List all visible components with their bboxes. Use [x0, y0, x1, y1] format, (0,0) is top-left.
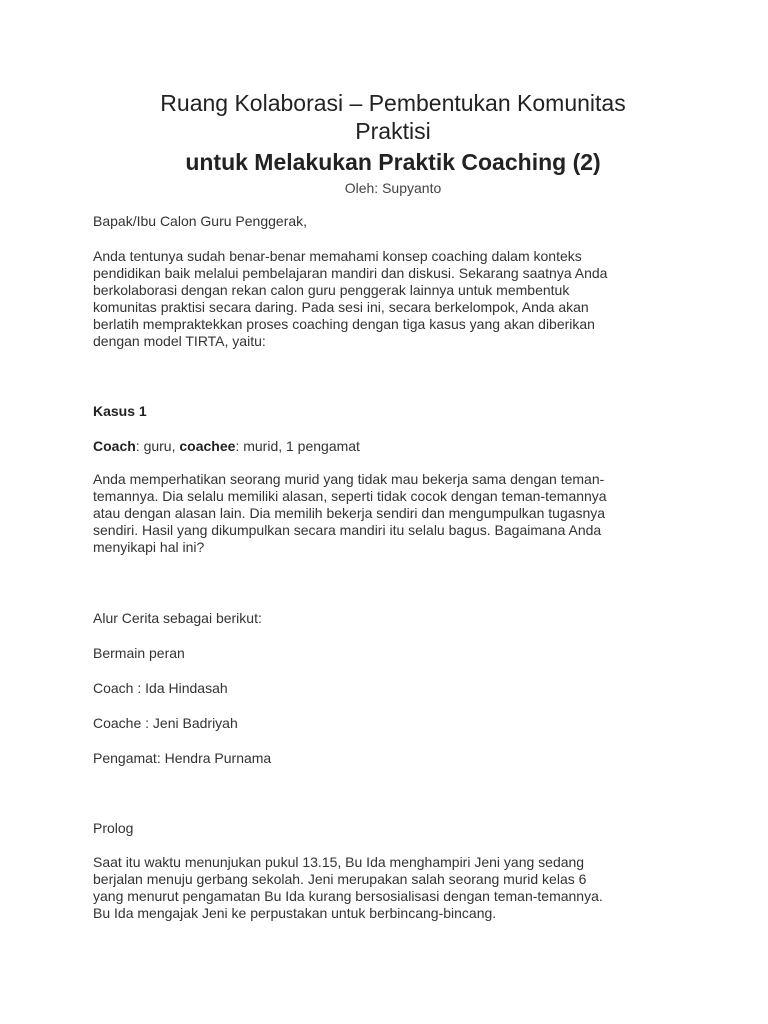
coachee-name: Coache : Jeni Badriyah	[93, 715, 238, 731]
prolog-line: berjalan menuju gerbang sekolah. Jeni merupakan salah seorang murid kelas 6	[93, 871, 587, 887]
case-line: atau dengan alasan lain. Dia memilih bekerja sendiri dan mengumpulkan tugasnya	[93, 505, 606, 521]
story-intro: Alur Cerita sebagai berikut:	[93, 610, 262, 626]
coach-label: Coach	[93, 438, 136, 454]
case-line: temannya. Dia selalu memiliki alasan, seperti tidak cocok dengan teman-temannya	[93, 488, 607, 504]
intro-line: komunitas praktisi secara daring. Pada sesi ini, secara berkelompok, Anda akan	[93, 299, 589, 315]
coach-text: : guru,	[135, 438, 180, 454]
prolog-line: yang menurut pengamatan Bu Ida kurang bersosialisasi dengan teman-temannya.	[93, 888, 603, 904]
case-line: sendiri. Hasil yang dikumpulkan secara mandiri itu selalu bagus. Bagaimana Anda	[93, 522, 602, 538]
prolog-line: Saat itu waktu menunjukan pukul 13.15, Bu Ida menghampiri Jeni yang sedang	[93, 854, 585, 870]
intro-line: Anda tentunya sudah benar-benar memahami konsep coaching dalam konteks	[93, 248, 582, 264]
case-line: menyikapi hal ini?	[93, 539, 205, 555]
intro-line: pendidikan baik melalui pembelajaran mandiri dan diskusi. Sekarang saatnya Anda	[93, 265, 608, 281]
intro-line: dengan model TIRTA, yaitu:	[93, 333, 266, 349]
intro-line: berlatih mempraktekkan proses coaching dengan tiga kasus yang akan diberikan	[93, 316, 595, 332]
case-paragraph	[93, 471, 668, 556]
intro-line: berkolaborasi dengan rekan calon guru penggerak lainnya untuk membentuk	[93, 282, 570, 298]
document-title-line-1: Ruang Kolaborasi – Pembentukan Komunitas	[160, 90, 626, 116]
author-byline: Oleh: Supyanto	[344, 180, 442, 196]
prolog-line: Bu Ida mengajak Jeni ke perpustakan untuk berbincang-bincang.	[93, 905, 497, 921]
document-title-line-2: Praktisi	[355, 118, 431, 144]
observer-name: Pengamat: Hendra Purnama	[93, 750, 272, 766]
salutation: Bapak/Ibu Calon Guru Penggerak,	[93, 213, 308, 229]
coach-name: Coach : Ida Hindasah	[93, 680, 228, 696]
prolog-heading: Prolog	[93, 820, 134, 836]
document-title-line-3: untuk Melakukan Praktik Coaching (2)	[185, 149, 601, 175]
coachee-text: : murid, 1 pengamat	[235, 438, 360, 454]
case-heading: Kasus 1	[93, 403, 147, 419]
case-line: Anda memperhatikan seorang murid yang tidak mau bekerja sama dengan teman-	[93, 471, 605, 487]
coachee-label: coachee	[179, 438, 236, 454]
roles-line	[93, 437, 668, 455]
prolog-paragraph	[93, 854, 668, 922]
intro-paragraph	[93, 248, 668, 350]
role-play-heading: Bermain peran	[93, 645, 185, 661]
